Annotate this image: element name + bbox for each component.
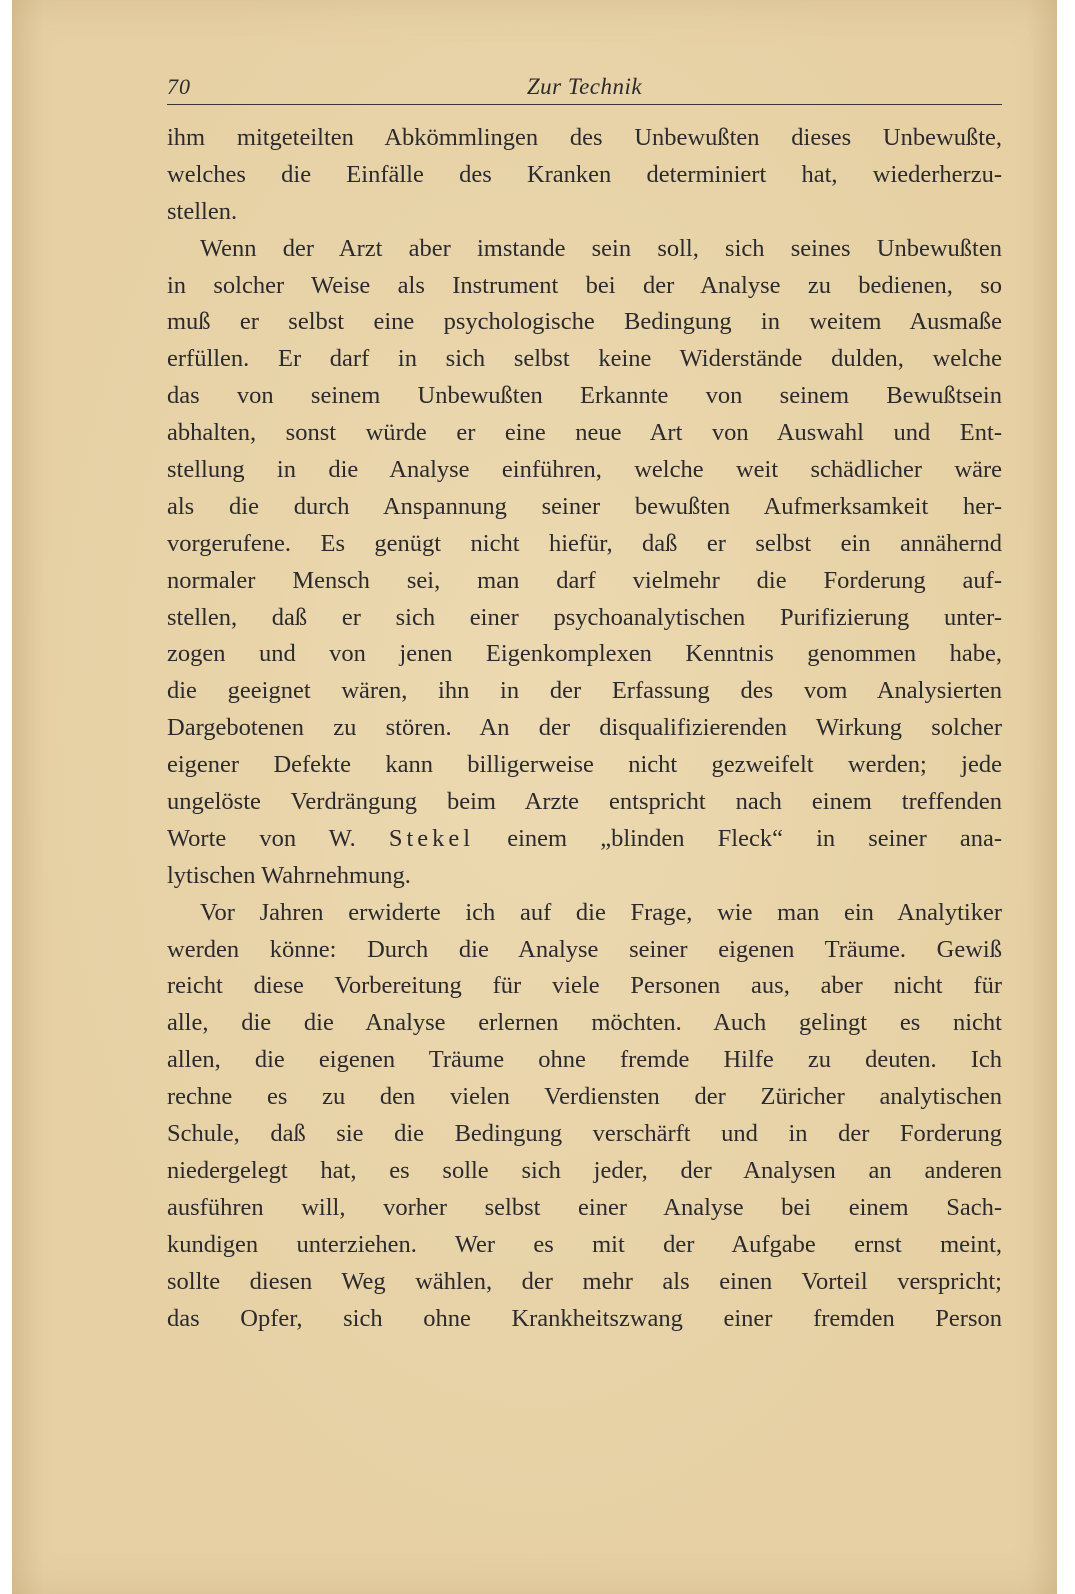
- text-line: zogen und von jenen Eigenkomplexen Kenntnis genommen habe,: [167, 640, 1002, 668]
- page-number: 70: [167, 74, 191, 99]
- text-line: muß er selbst eine psychologische Bedingung in weitem Ausmaße: [167, 308, 1002, 336]
- text-line: Dargebotenen zu stören. An der disqualifizierenden Wirkung solcher: [167, 714, 1002, 742]
- text-line: werden könne: Durch die Analyse seiner eigenen Träume. Gewiß: [167, 935, 1002, 963]
- body-text: [167, 120, 1002, 1337]
- stekel-line-before: Worte von W.: [167, 824, 389, 852]
- text-line: in solcher Weise als Instrument bei der Analyse zu bedienen, so: [167, 271, 1002, 299]
- text-line: kundigen unterziehen. Wer es mit der Aufgabe ernst meint,: [167, 1230, 1002, 1258]
- text-line: stellen, daß er sich einer psychoanalytischen Purifizierung unter-: [167, 603, 1002, 631]
- header-rule: [167, 104, 1002, 105]
- text-line: als die durch Anspannung seiner bewußten Aufmerksamkeit her-: [167, 492, 1002, 520]
- text-line: Schule, daß sie die Bedingung verschärft und in der Forderung: [167, 1120, 1002, 1148]
- text-line: sollte diesen Weg wählen, der mehr als einen Vorteil verspricht;: [167, 1267, 1002, 1295]
- text-line: rechne es zu den vielen Verdiensten der Züricher analytischen: [167, 1083, 1002, 1111]
- scanned-page: [12, 0, 1057, 1594]
- text-line: allen, die eigenen Träume ohne fremde Hilfe zu deuten. Ich: [167, 1046, 1002, 1074]
- text-line: ausführen will, vorher selbst einer Analyse bei einem Sach-: [167, 1193, 1002, 1221]
- text-line: stellen.: [167, 197, 238, 225]
- stekel-line-after: einem „blinden Fleck“ in seiner ana-: [474, 824, 1002, 852]
- text-line: stellung in die Analyse einführen, welche weit schädlicher wäre: [167, 456, 1002, 484]
- text-line: ihm mitgeteilten Abkömmlingen des Unbewußten dieses Unbewußte,: [167, 124, 1002, 151]
- author-name-stekel: Stekel: [388, 824, 475, 852]
- text-line: alle, die die Analyse erlernen möchten. Auch gelingt es nicht: [167, 1009, 1002, 1037]
- text-line: ungelöste Verdrängung beim Arzte entspricht nach einem treffenden: [167, 788, 1002, 816]
- running-title: Zur Technik: [526, 74, 643, 99]
- text-line-stekel: [167, 821, 1002, 858]
- text-line: niedergelegt hat, es solle sich jeder, der Analysen an anderen: [167, 1156, 1002, 1184]
- text-line: abhalten, sonst würde er eine neue Art von Auswahl und Ent-: [167, 419, 1002, 447]
- text-line: normaler Mensch sei, man darf vielmehr die Forderung auf-: [167, 566, 1002, 594]
- text-line: vorgerufene. Es genügt nicht hiefür, daß er selbst ein annähernd: [167, 529, 1002, 557]
- text-line: Vor Jahren erwiderte ich auf die Frage, wie man ein Analytiker: [200, 898, 1002, 926]
- text-line: das von seinem Unbewußten Erkannte von seinem Bewußtsein: [167, 382, 1002, 410]
- text-line: die geeignet wären, ihn in der Erfassung des vom Analysierten: [167, 677, 1002, 705]
- running-head: [167, 72, 1002, 102]
- text-line: eigener Defekte kann billigerweise nicht gezweifelt werden; jede: [167, 751, 1002, 779]
- text-line: welches die Einfälle des Kranken determiniert hat, wiederherzu-: [167, 160, 1002, 188]
- text-line: das Opfer, sich ohne Krankheitszwang einer fremden Person: [167, 1304, 1002, 1332]
- text-line: lytischen Wahrnehmung.: [167, 861, 411, 889]
- text-line: reicht diese Vorbereitung für viele Personen aus, aber nicht für: [167, 972, 1002, 1000]
- text-line: erfüllen. Er darf in sich selbst keine Widerstände dulden, welche: [167, 345, 1002, 373]
- text-line: Wenn der Arzt aber imstande sein soll, sich seines Unbewußten: [200, 234, 1002, 262]
